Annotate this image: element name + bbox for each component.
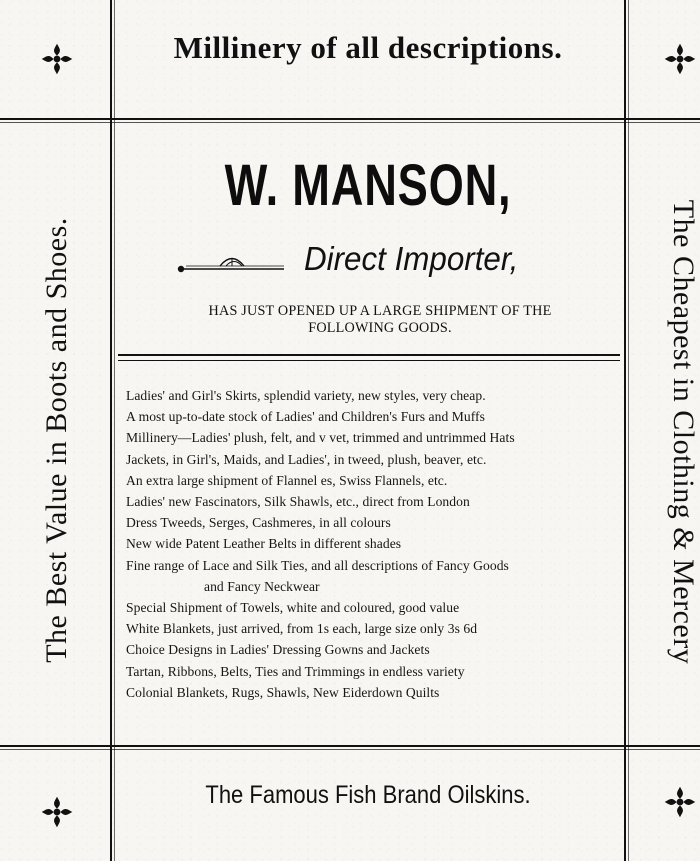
fleur-ornament-icon	[40, 795, 74, 829]
fleur-ornament-icon	[663, 785, 697, 819]
right-column-rule	[624, 0, 626, 861]
list-item: Special Shipment of Towels, white and coloured, good value	[126, 600, 460, 616]
list-item: Tartan, Ribbons, Belts, Ties and Trimmings in endless variety	[126, 663, 465, 679]
list-item: A most up-to-date stock of Ladies' and Children's Furs and Muffs	[126, 409, 485, 425]
list-item: Millinery—Ladies' plush, felt, and v vet, trimmed and untrimmed Hats	[126, 430, 515, 446]
fleur-ornament-icon	[663, 42, 697, 76]
decorative-flourish-icon	[176, 252, 288, 274]
list-item: Jackets, in Girl's, Maids, and Ladies', in tweed, plush, beaver, etc.	[126, 451, 487, 467]
announce-divider-thin	[118, 360, 620, 361]
right-side-slogan: The Cheapest in Clothing & Mercery	[667, 199, 700, 665]
list-item: New wide Patent Leather Belts in different shades	[126, 536, 402, 552]
merchant-name: W. MANSON,	[224, 153, 512, 218]
top-divider	[0, 118, 700, 120]
fleur-ornament-icon	[40, 42, 74, 76]
list-item: An extra large shipment of Flannel es, Swiss Flannels, etc.	[126, 472, 448, 488]
list-item: Dress Tweeds, Serges, Cashmeres, in all colours	[126, 515, 391, 531]
list-item: White Blankets, just arrived, from 1s each, large size only 3s 6d	[126, 621, 478, 637]
list-item: Ladies' new Fascinators, Silk Shawls, etc., direct from London	[126, 494, 470, 510]
merchant-role: Direct Importer,	[304, 240, 519, 277]
goods-list	[126, 385, 622, 703]
bottom-divider	[0, 745, 700, 747]
announcement-line-1: HAS JUST OPENED UP A LARGE SHIPMENT OF THE	[208, 303, 552, 319]
left-column-rule-inner	[114, 0, 115, 861]
bottom-heading: The Famous Fish Brand Oilskins.	[205, 781, 531, 809]
list-item: Ladies' and Girl's Skirts, splendid variety, new styles, very cheap.	[126, 388, 486, 403]
bottom-divider-thin	[0, 749, 700, 750]
list-item: Fine range of Lace and Silk Ties, and all descriptions of Fancy Goods	[126, 557, 509, 573]
left-column-rule	[110, 0, 112, 861]
announcement	[140, 303, 620, 337]
top-heading: Millinery of all descriptions.	[173, 30, 563, 65]
list-item: Colonial Blankets, Rugs, Shawls, New Eiderdown Quilts	[126, 684, 440, 700]
left-side-slogan: The Best Value in Boots and Shoes.	[40, 217, 73, 663]
announcement-line-2: FOLLOWING GOODS.	[308, 320, 452, 336]
top-divider-thin	[0, 122, 700, 123]
right-column-rule-inner	[628, 0, 629, 861]
announce-divider	[118, 354, 620, 356]
list-item: Choice Designs in Ladies' Dressing Gowns and Jackets	[126, 642, 430, 658]
list-item-continuation: and Fancy Neckwear	[204, 578, 320, 594]
